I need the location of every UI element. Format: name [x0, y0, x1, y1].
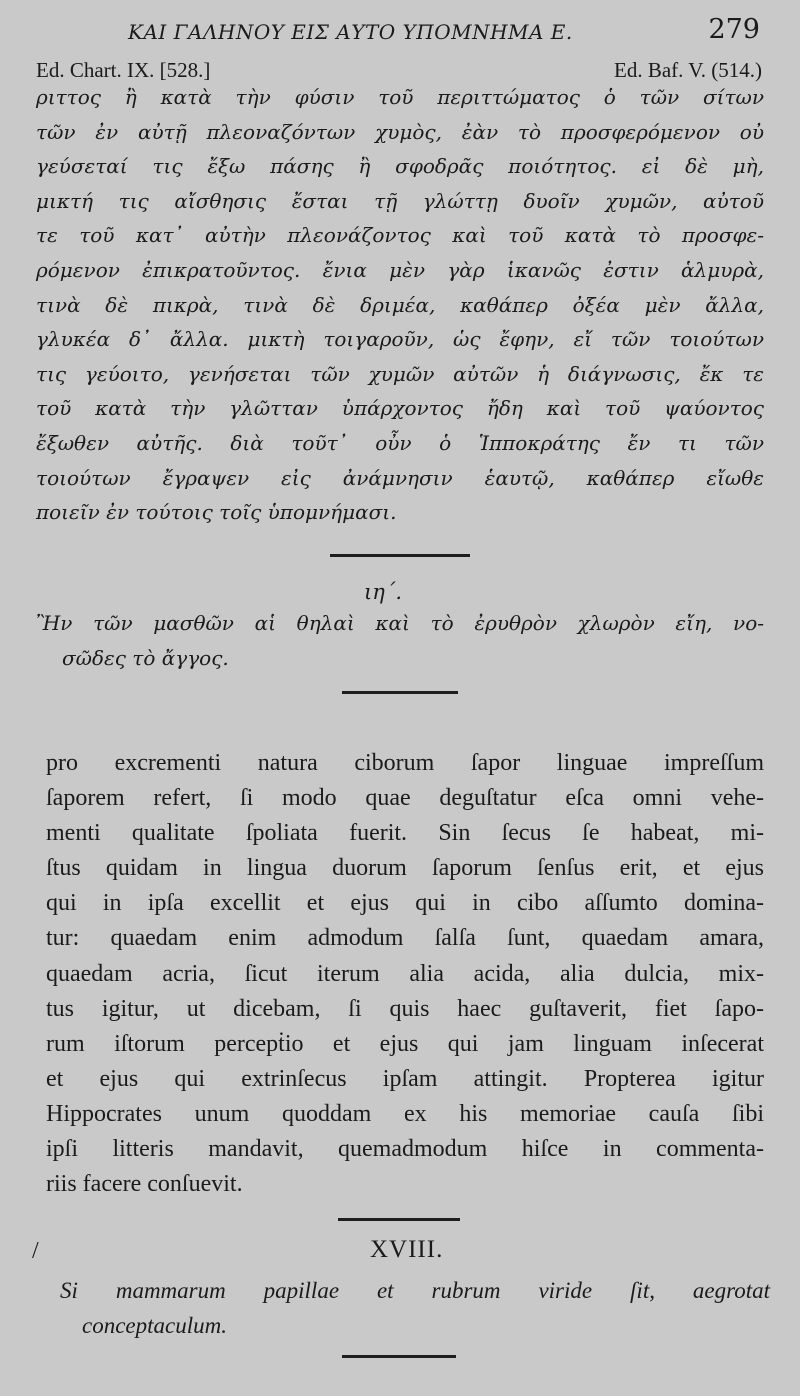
latin-line: menti qualitate ſpoliata fuerit. Sin ſecus ſe habeat, mi- — [46, 820, 764, 847]
greek-line: ἔξωθεν αὐτῆς. διὰ τοῦτ᾽ οὖν ὁ Ἱπποκράτης ἔν τι τῶν — [36, 430, 764, 455]
edition-basel-reference: Ed. Baf. V. (514.) — [614, 58, 762, 82]
running-title: ΚΑΙ ΓΑΛΗΝΟΥ ΕΙΣ ΑΥΤΟ ΥΠΟΜΝΗΜΑ Ε. — [128, 20, 573, 44]
greek-line: τοῦ κατὰ τὴν γλῶτταν ὑπάρχοντος ἤδη καὶ τοῦ ψαύοντος — [36, 396, 764, 421]
latin-line: pro excrementi natura ciborum ſapor linguae impreſſum — [46, 750, 764, 776]
section-divider — [330, 554, 470, 557]
greek-commentary — [36, 80, 764, 530]
latin-line: ſtus quidam in lingua duorum ſaporum ſenſus erit, et ejus — [46, 855, 764, 882]
greek-section-number: ιη΄. — [364, 580, 402, 604]
latin-line: tur: quaedam enim admodum ſalſa ſunt, quaedam amara, — [46, 925, 764, 952]
latin-line: riis facere conſuevit. — [46, 1171, 243, 1198]
latin-section-number: XVIII. — [370, 1236, 444, 1263]
greek-line: μικτή τις αἴσθησις ἔσται τῇ γλώττῃ δυοῖν χυμῶν, αὐτοῦ — [36, 188, 764, 213]
latin-line: ſaporem refert, ſi modo quae deguſtatur eſca omni vehe- — [46, 785, 764, 812]
greek-aphorism — [36, 606, 764, 675]
latin-line: ipſi litteris mandavit, quemadmodum hiſce in commenta- — [46, 1136, 764, 1163]
greek-aphorism-line: Ἢν τῶν μασθῶν αἱ θηλαὶ καὶ τὸ ἐρυθρὸν χλωρὸν εἴη, νο- — [36, 611, 764, 635]
greek-line: τινὰ δὲ πικρὰ, τινὰ δὲ δριμέα, καθάπερ ὀξέα μὲν ἄλλα, — [36, 292, 764, 317]
latin-line: et ejus qui extrinſecus ipſam attingit. Propterea igitur — [46, 1065, 764, 1092]
greek-line: ποιεῖν ἐν τούτοις τοῖς ὑπομνήμασι. — [36, 500, 397, 525]
section-divider — [338, 1218, 460, 1221]
latin-aphorism-line: Si mammarum papillae et rubrum viride ſit, aegrotat — [60, 1278, 770, 1303]
greek-aphorism-line: σῶδες τὸ ἄγγος. — [62, 645, 229, 670]
greek-line: ριττος ἢ κατὰ τὴν φύσιν τοῦ περιττώματος ὁ τῶν σίτων — [36, 85, 764, 109]
section-divider — [342, 691, 458, 694]
greek-line: ρόμενον ἐπικρατοῦντος. ἔνια μὲν γὰρ ἱκανῶς ἐστιν ἁλμυρὰ, — [36, 257, 764, 282]
latin-line: quaedam acria, ſicut iterum alia acida, alia dulcia, mix- — [46, 960, 764, 987]
running-head — [0, 14, 800, 48]
greek-line: τε τοῦ κατ᾽ αὐτὴν πλεονάζοντος καὶ τοῦ κατὰ τὸ προσφε- — [36, 223, 764, 248]
latin-aphorism-line: conceptaculum. — [82, 1313, 227, 1338]
greek-line: γλυκέα δ᾽ ἄλλα. μικτὴ τοιγαροῦν, ὡς ἔφην, εἴ τῶν τοιούτων — [36, 327, 764, 352]
latin-line: qui in ipſa excellit et ejus qui in cibo aſſumto domina- — [46, 890, 764, 917]
page-number: 279 — [708, 14, 760, 45]
edition-chart-reference: Ed. Chart. IX. [528.] — [36, 58, 211, 82]
greek-line: τῶν ἐν αὐτῇ πλεοναζόντων χυμὸς, ἐὰν τὸ προσφερόμενον οὐ — [36, 119, 764, 144]
latin-aphorism — [60, 1273, 770, 1343]
latin-line: tus igitur, ut dicebam, ſi quis haec guſtaverit, fiet ſapo- — [46, 995, 764, 1022]
greek-line: τις γεύοιτο, γενήσεται τῶν χυμῶν αὐτῶν ἡ διάγνωσις, ἔκ τε — [36, 361, 764, 386]
latin-translation — [46, 746, 764, 1202]
margin-mark: / — [32, 1238, 39, 1264]
latin-line: rum iſtorum percepṫio et ejus qui jam linguam inſecerat — [46, 1030, 764, 1057]
latin-line: Hippocrates unum quoddam ex his memoriae cauſa ſibi — [46, 1100, 764, 1127]
greek-line: τοιούτων ἔγραψεν εἰς ἀνάμνησιν ἑαυτῷ, καθάπερ εἴωθε — [36, 465, 764, 490]
section-divider — [342, 1355, 456, 1358]
greek-line: γεύσεταί τις ἔξω πάσης ἢ σφοδρᾶς ποιότητος. εἰ δὲ μὴ, — [36, 154, 764, 179]
